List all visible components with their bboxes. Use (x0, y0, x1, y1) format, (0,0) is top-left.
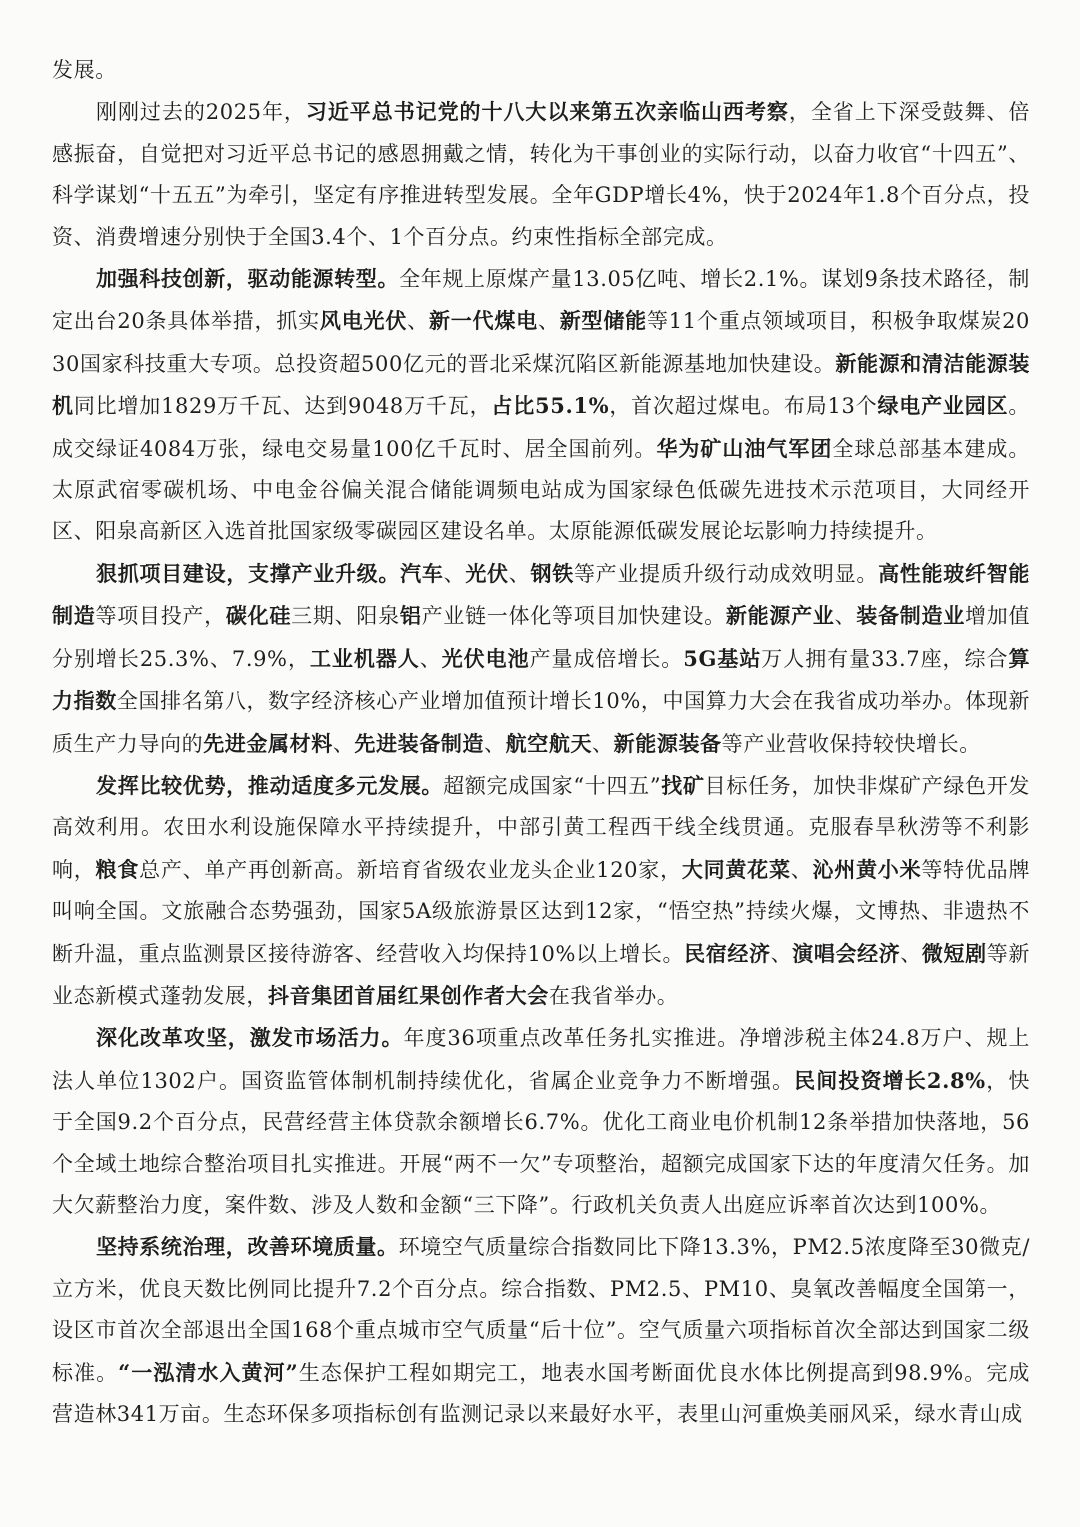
bold-text-run: 深化改革攻坚，激发市场活力。 (96, 1025, 404, 1051)
bold-text-run: 航空航天 (505, 730, 593, 756)
text-run: 、 (407, 309, 429, 334)
bold-text-run: 占比55.1% (491, 393, 610, 419)
bold-text-run: 碳化硅 (225, 603, 292, 629)
text-run: 在我省举办。 (548, 983, 679, 1008)
text-run: ，全省上下深受鼓舞、倍感振奋，自觉把对习近平总书记的感恩拥戴之情，转化为干事创业的实际行动，以奋力收官“十四五”、科学谋划“十五五”为牵引，坚定有序推进转型发展。全年GDP增长4%，快于2024年1.8个百分点，投资、消费增速分别快于全国3.4个、1个百分点。约束性指标全部完成。 (52, 100, 1030, 249)
paragraph (52, 258, 1030, 553)
paragraph (52, 553, 1030, 765)
text-run: 目标任务，加快非煤矿产绿色开发高效利用。农田水利设施保障水平持续提升，中部引黄工程西干线全线贯通。克服春旱秋涝等不利影响， (52, 773, 1031, 882)
bold-text-run: 铝 (399, 603, 422, 629)
bold-text-run: 风电光伏 (319, 308, 408, 334)
bold-text-run: 民宿经济 (684, 940, 771, 966)
text-run: 、 (419, 646, 442, 671)
bold-text-run: 新型储能 (559, 308, 647, 334)
text-run: 。成交绿证4084万张，绿电交易量100亿千瓦时、居全国前列。 (52, 394, 1030, 461)
bold-text-run: 先进装备制造 (354, 730, 485, 756)
text-run: 全年规上原煤产量13.05亿吨、增长2.1%。谋划9条技术路径，制定出台20条具体举措，抓实 (52, 267, 1030, 334)
text-run: 等11个重点领域项目，积极争取煤炭2030国家科技重大专项。总投资超500亿元的晋北采煤沉陷区新能源基地加快建设。 (52, 309, 1030, 376)
paragraph (52, 50, 1030, 91)
bold-text-run: 工业机器人 (309, 645, 420, 671)
bold-text-run: 新能源产业 (725, 603, 835, 629)
bold-text-run: 大同黄花菜 (681, 856, 791, 882)
text-run: 产业链一体化等项目加快建设。 (421, 604, 726, 629)
bold-text-run: 坚持系统治理，改善环境质量。 (96, 1234, 399, 1260)
text-run: 生态保护工程如期完工，地表水国考断面优良水体比例提高到98.9%。完成营造林341万亩。生态环保多项指标创有监测记录以来最好水平，表里山河重焕美丽风采，绿水青山成 (52, 1360, 1030, 1426)
text-run: 、 (770, 941, 793, 966)
text-run: 、 (834, 604, 857, 629)
bold-text-run: 沁州黄小米 (812, 856, 922, 882)
report-text-body (52, 50, 1030, 1435)
bold-text-run: 算力指数 (52, 645, 1031, 714)
bold-text-run: 狠抓项目建设，支撑产业升级。 (96, 560, 401, 586)
text-run: 、 (900, 941, 922, 966)
text-run: 等项目投产， (95, 604, 226, 629)
text-run: 、 (332, 731, 355, 756)
text-run: 增加值分别增长25.3%、7.9%， (52, 604, 1031, 671)
text-run: 全国排名第八，数字经济核心产业增加值预计增长10%，中国算力大会在我省成功举办。体现新质生产力导向的 (52, 689, 1030, 756)
text-run: 等产业提质升级行动成效明显。 (573, 561, 879, 586)
paragraph (52, 765, 1030, 1017)
bold-text-run: 微短剧 (921, 940, 987, 966)
paragraph (52, 1226, 1030, 1435)
text-run: 超额完成国家“十四五” (443, 773, 662, 798)
bold-text-run: “一泓清水入黄河” (118, 1359, 299, 1385)
text-run: 刚刚过去的2025年， (96, 100, 306, 125)
paragraph (52, 91, 1030, 258)
text-run: 等特优品牌叫响全国。文旅融合态势强劲，国家5A级旅游景区达到12家，“悟空热”持续火爆，文博热、非遗热不断升温，重点监测景区接待游客、经营收入均保持10%以上增长。 (52, 857, 1031, 966)
text-run: 、 (508, 561, 531, 586)
bold-text-run: 装备制造业 (856, 603, 965, 629)
text-run: 发展。 (52, 58, 117, 82)
text-run: ，首次超过煤电。布局13个 (609, 394, 878, 419)
bold-text-run: 光伏电池 (441, 645, 530, 671)
text-run: 等产业营收保持较快增长。 (721, 731, 981, 756)
bold-text-run: 新一代煤电 (428, 308, 538, 334)
bold-text-run: 高性能玻纤智能制造 (52, 560, 1031, 629)
text-run: 年度36项重点改革任务扎实推进。净增涉税主体24.8万户、规上法人单位1302户。国资监管体制机制持续优化，省属企业竞争力不断增强。 (52, 1026, 1030, 1093)
paragraph (52, 1017, 1030, 1226)
text-run: 万人拥有量33.7座，综合 (761, 646, 1009, 671)
text-run: ，快于全国9.2个百分点，民营经营主体贷款余额增长6.7%。优化工商业电价机制12条举措加快落地，56个全域土地综合整治项目扎实推进。开展“两不一欠”专项整治，超额完成国家下达的年度清欠任务。加大欠薪整治力度，案件数、涉及人数和金额“三下降”。行政机关负责人出庭应诉率首次达到100%。 (52, 1068, 1030, 1217)
bold-text-run: 抖音集团首届红果创作者大会 (268, 982, 549, 1008)
text-run: 三期、阳泉 (291, 604, 400, 629)
text-run: 总产、单产再创新高。新培育省级农业龙头企业120家， (139, 857, 682, 882)
bold-text-run: 找矿 (661, 772, 705, 798)
bold-text-run: 汽车 (400, 560, 444, 586)
text-run: 、 (790, 857, 813, 882)
bold-text-run: 钢铁 (530, 560, 574, 586)
bold-text-run: 新能源装备 (613, 730, 722, 756)
bold-text-run: 加强科技创新，驱动能源转型。 (96, 266, 400, 292)
bold-text-run: 新能源和清洁能源装机 (52, 350, 1030, 419)
text-run: 环境空气质量综合指数同比下降13.3%，PM2.5浓度降至30微克/立方米，优良天数比例同比提升7.2个百分点。综合指数、PM2.5、PM10、臭氧改善幅度全国第一，设区市首次全部退出全国168个重点城市空气质量“后十位”。空气质量六项指标首次全部达到国家二级标准。 (52, 1235, 1030, 1385)
bold-text-run: 习近平总书记党的十八大以来第五次亲临山西考察 (305, 99, 789, 125)
bold-text-run: 华为矿山油气军团 (656, 435, 833, 461)
text-run: 等新业态新模式蓬勃发展， (52, 941, 1030, 1008)
text-run: 同比增加1829万千瓦、达到9048万千瓦， (73, 394, 492, 419)
text-run: 、 (443, 561, 466, 586)
bold-text-run: 发挥比较优势，推动适度多元发展。 (96, 772, 444, 798)
text-run: 、 (484, 731, 506, 756)
text-run: 产量成倍增长。 (529, 646, 684, 671)
text-run: 、 (592, 731, 614, 756)
bold-text-run: 5G基站 (683, 645, 762, 671)
bold-text-run: 粮食 (95, 856, 140, 882)
text-run: 全球总部基本建成。太原武宿零碳机场、中电金谷偏关混合储能调频电站成为国家绿色低碳先进技术示范项目，大同经开区、阳泉高新区入选首批国家级零碳园区建设名单。太原能源低碳发展论坛影响力持续提升。 (52, 436, 1030, 544)
text-run: 、 (537, 309, 560, 334)
bold-text-run: 民间投资增长2.8% (794, 1067, 986, 1093)
bold-text-run: 光伏 (465, 560, 509, 586)
bold-text-run: 绿电产业园区 (877, 393, 1009, 419)
bold-text-run: 先进金属材料 (203, 730, 333, 756)
bold-text-run: 演唱会经济 (792, 940, 901, 966)
